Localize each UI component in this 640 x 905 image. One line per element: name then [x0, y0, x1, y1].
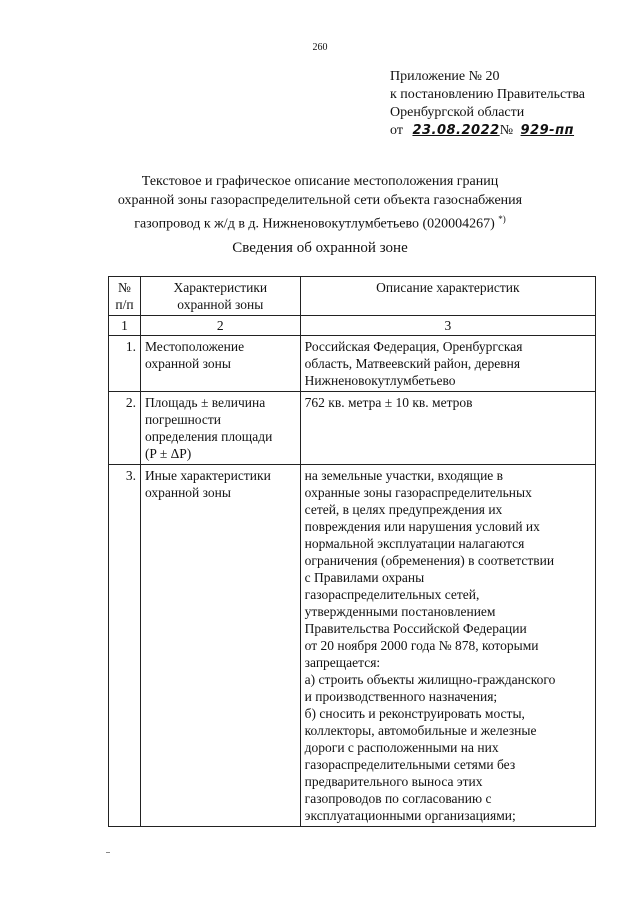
- header-description: Описание характеристик: [300, 277, 595, 316]
- characteristic-line: охранной зоны: [144, 485, 231, 500]
- header-num-line: п/п: [115, 297, 134, 312]
- index-cell: 1: [109, 316, 141, 336]
- header-char-line: Характеристики: [173, 280, 268, 295]
- description-line: Российская Федерация, Оренбургская: [304, 339, 523, 354]
- row-description: [300, 465, 595, 827]
- appendix-title: Приложение № 20: [390, 69, 500, 84]
- characteristic-line: Площадь ± величина: [144, 395, 266, 410]
- number-sign: №: [499, 123, 514, 138]
- description-line: предварительного выноса этих: [304, 774, 483, 789]
- section-subtitle: Сведения об охранной зоне: [232, 240, 408, 256]
- description-line: область, Матвеевский район, деревня: [304, 356, 521, 371]
- header-characteristics: [140, 277, 300, 316]
- characteristic-line: погрешности: [144, 412, 222, 427]
- index-cell: 3: [300, 316, 595, 336]
- characteristic-line: определения площади: [144, 429, 273, 444]
- title-line-3-text: газопровод к ж/д в д. Нижненовокутлумбетьево (020004267): [134, 216, 495, 232]
- description-line: Правительства Российской Федерации: [304, 621, 527, 636]
- appendix-date-line: [390, 122, 585, 140]
- description-line: газораспределительными сетями без: [304, 757, 516, 772]
- description-line: коллекторы, автомобильные и железные: [304, 723, 537, 738]
- description-line: и производственного назначения;: [304, 689, 498, 704]
- table-index-row: [109, 316, 596, 336]
- description-line: от 20 ноября 2000 года № 878, которыми: [304, 638, 539, 653]
- appendix-block: [390, 68, 585, 140]
- description-line: 762 кв. метра ± 10 кв. метров: [304, 395, 473, 410]
- header-char-line: охранной зоны: [177, 297, 264, 312]
- table-row: [109, 336, 596, 392]
- characteristic-line: Местоположение: [144, 339, 245, 354]
- description-line: с Правилами охраны: [304, 570, 425, 585]
- description-line: на земельные участки, входящие в: [304, 468, 504, 483]
- description-line: б) сносить и реконструировать мосты,: [304, 706, 525, 721]
- description-line: запрещается:: [304, 655, 381, 670]
- title-line-3: [100, 210, 540, 234]
- title-line-1: Текстовое и графическое описание местоположения границ: [141, 174, 499, 189]
- footnote-mark: *): [498, 214, 506, 224]
- description-line: нормальной эксплуатации налагаются: [304, 536, 525, 551]
- table-row: [109, 465, 596, 827]
- row-description: [300, 336, 595, 392]
- header-num-line: №: [118, 280, 131, 295]
- table-row: [109, 392, 596, 465]
- description-line: дороги с расположенными на них: [304, 740, 499, 755]
- from-label: от: [390, 123, 403, 138]
- row-number: 1.: [109, 336, 141, 392]
- scan-mark: [106, 852, 110, 853]
- row-characteristic: [140, 336, 300, 392]
- index-cell: 2: [140, 316, 300, 336]
- appendix-line-2: к постановлению Правительства: [390, 87, 586, 102]
- description-line: сетей, в целях предупреждения их: [304, 502, 503, 517]
- description-line: а) строить объекты жилищно-гражданского: [304, 672, 556, 687]
- description-line: охранные зоны газораспределительных: [304, 485, 532, 500]
- page-number: 260: [312, 42, 328, 53]
- table-header-row: [109, 277, 596, 316]
- description-line: газопроводов по согласованию с: [304, 791, 492, 806]
- row-description: [300, 392, 595, 465]
- description-line: повреждения или нарушения условий их: [304, 519, 540, 534]
- title-line-2: охранной зоны газораспределительной сети объекта газоснабжения: [117, 193, 523, 208]
- description-line: газораспределительных сетей,: [304, 587, 480, 602]
- description-line: Нижненовокутлумбетьево: [304, 373, 456, 388]
- handwritten-date: 23.08.2022: [412, 123, 500, 138]
- row-number: 3.: [109, 465, 141, 827]
- zone-table: [108, 276, 596, 827]
- description-line: ограничения (обременения) в соответствии: [304, 553, 555, 568]
- row-characteristic: [140, 465, 300, 827]
- header-num: [109, 277, 141, 316]
- handwritten-number: 929-пп: [520, 123, 575, 138]
- row-characteristic: [140, 392, 300, 465]
- characteristic-line: охранной зоны: [144, 356, 231, 371]
- document-title: [100, 172, 540, 234]
- row-number: 2.: [109, 392, 141, 465]
- description-line: утвержденными постановлением: [304, 604, 496, 619]
- description-line: эксплуатационными организациями;: [304, 808, 516, 823]
- characteristic-line: Иные характеристики: [144, 468, 271, 483]
- appendix-line-3: Оренбургской области: [390, 105, 525, 120]
- characteristic-line: (P ± ΔP): [144, 446, 192, 461]
